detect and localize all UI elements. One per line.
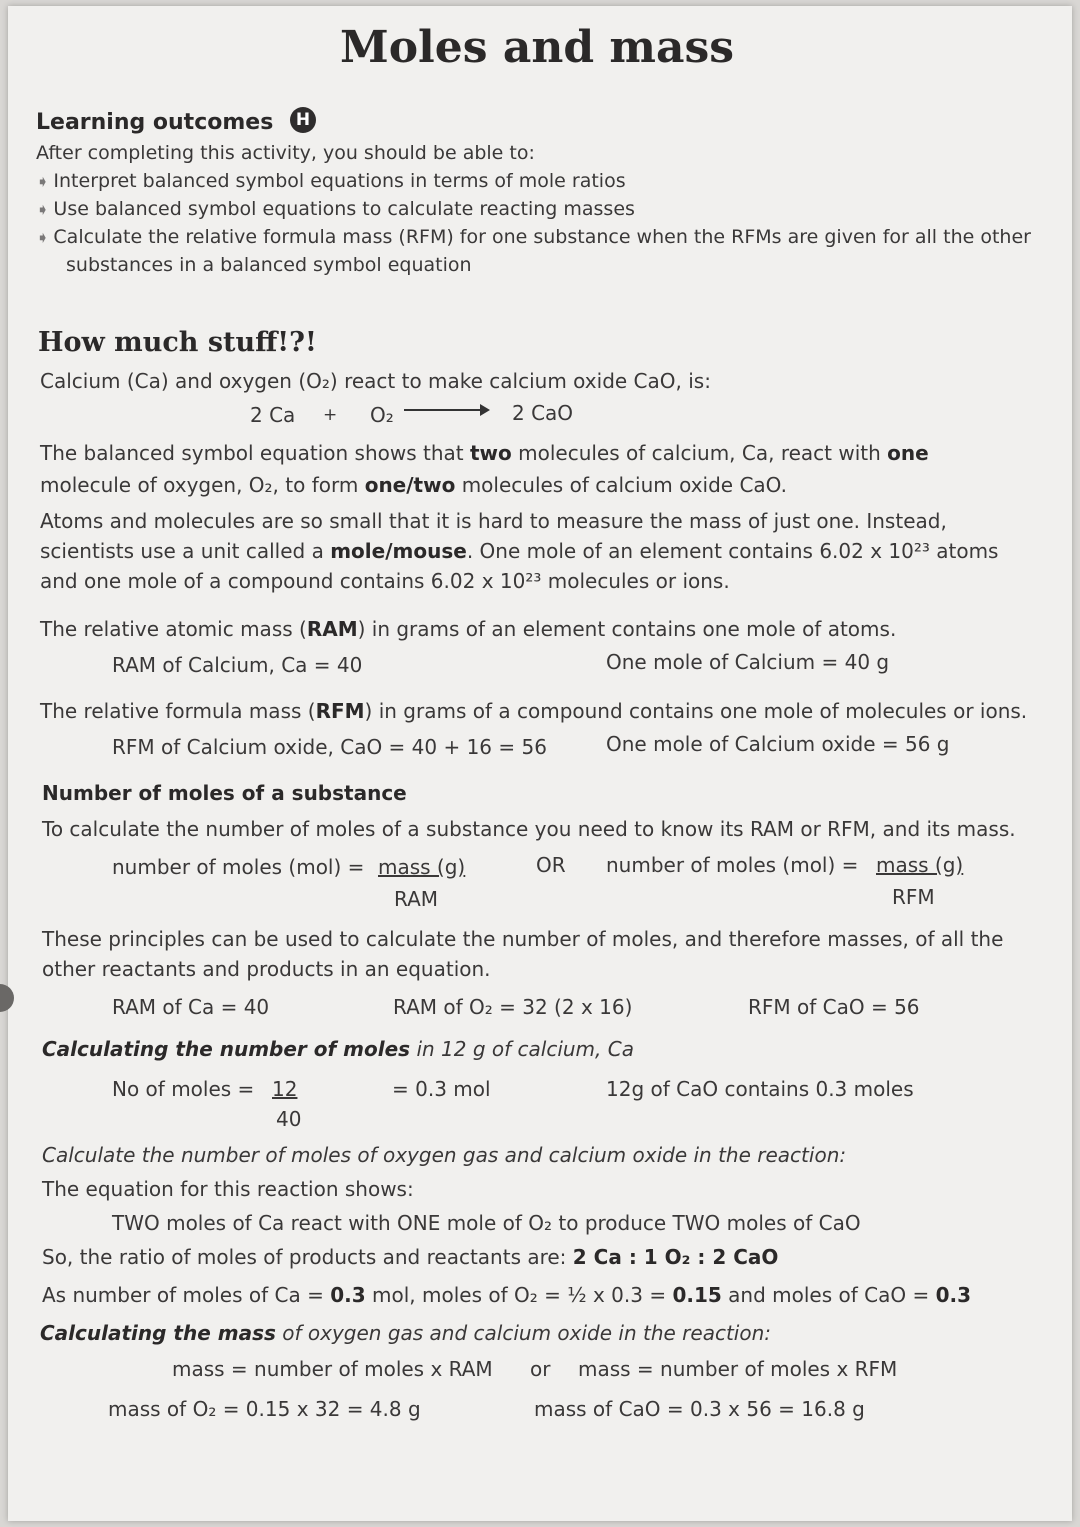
higher-tier-badge: H <box>290 107 316 133</box>
arrow-bullet-icon: ➧ <box>36 200 50 219</box>
mole-calcium: One mole of Calcium = 40 g <box>606 650 890 674</box>
outcome-item: ➧ Calculate the relative formula mass (RFM) for one substance when the RFMs are given for all the other <box>36 226 1031 248</box>
outcome-item-continued: substances in a balanced symbol equation <box>66 254 472 276</box>
rfm-cao-value: RFM of CaO = 56 <box>748 995 920 1019</box>
principles-line-1: These principles can be used to calculate the number of moles, and therefore masses, of all the <box>42 927 1004 951</box>
arrow-bullet-icon: ➧ <box>36 228 50 247</box>
cao-contains: 12g of CaO contains 0.3 moles <box>606 1077 914 1101</box>
mass-o2-result: mass of O₂ = 0.15 x 32 = 4.8 g <box>108 1397 421 1421</box>
worksheet-page <box>8 6 1072 1521</box>
reaction-intro: Calcium (Ca) and oxygen (O₂) react to make calcium oxide CaO, is: <box>40 369 711 393</box>
two-moles-statement: TWO moles of Ca react with ONE mole of O₂ to produce TWO moles of CaO <box>112 1211 861 1235</box>
equation-rhs: 2 CaO <box>512 401 574 425</box>
task-line: Calculate the number of moles of oxygen gas and calcium oxide in the reaction: <box>42 1143 847 1167</box>
ram-calcium: RAM of Calcium, Ca = 40 <box>112 653 363 677</box>
no-moles-denominator: 40 <box>276 1107 302 1131</box>
principles-line-2: other reactants and products in an equation. <box>42 957 491 981</box>
outcomes-intro: After completing this activity, you should be able to: <box>36 142 535 164</box>
section-heading-how-much-stuff: How much stuff!?! <box>38 327 317 358</box>
equation-o2: O₂ <box>370 403 394 427</box>
equation-plus: + <box>323 405 338 425</box>
formula-ram-lhs: number of moles (mol) = <box>112 855 365 879</box>
page-title: Moles and mass <box>340 22 735 73</box>
formula-rfm-numerator: mass (g) <box>876 853 964 877</box>
no-moles-result: = 0.3 mol <box>392 1077 491 1101</box>
arrow-bullet-icon: ➧ <box>36 172 50 191</box>
paragraph-balanced-1: The balanced symbol equation shows that two molecules of calcium, Ca, react with one <box>40 441 929 465</box>
paragraph-mole-2: scientists use a unit called a mole/mouse. One mole of an element contains 6.02 x 10²³ atoms <box>40 539 999 563</box>
formula-ram-numerator: mass (g) <box>378 855 466 879</box>
formula-rfm-lhs: number of moles (mol) = <box>606 853 859 877</box>
paragraph-balanced-2: molecule of oxygen, O₂, to form one/two molecules of calcium oxide CaO. <box>40 473 787 497</box>
learning-outcomes-heading: Learning outcomes <box>36 110 274 135</box>
outcome-item: ➧ Interpret balanced symbol equations in terms of mole ratios <box>36 170 626 192</box>
formula-or: OR <box>536 853 566 877</box>
no-moles-numerator: 12 <box>272 1077 298 1101</box>
equation-lhs: 2 Ca <box>250 403 296 427</box>
calc-mass-heading: Calculating the mass of oxygen gas and calcium oxide in the reaction: <box>40 1321 771 1345</box>
paragraph-mole-1: Atoms and molecules are so small that it is hard to measure the mass of just one. Instead, <box>40 509 947 533</box>
ram-o2-value: RAM of O₂ = 32 (2 x 16) <box>393 995 633 1019</box>
moles-intro: To calculate the number of moles of a substance you need to know its RAM or RFM, and its mass. <box>42 817 1016 841</box>
mass-formula-or: or <box>530 1357 551 1381</box>
mass-formula-ram: mass = number of moles x RAM <box>172 1357 493 1381</box>
reaction-arrow-icon <box>404 409 488 411</box>
formula-rfm-denominator: RFM <box>892 885 935 909</box>
moles-heading: Number of moles of a substance <box>42 781 407 805</box>
rfm-definition: The relative formula mass (RFM) in grams of a compound contains one mole of molecules or ions. <box>40 699 1028 723</box>
calc-moles-heading: Calculating the number of moles in 12 g of calcium, Ca <box>42 1037 634 1061</box>
paragraph-mole-3: and one mole of a compound contains 6.02 x 10²³ molecules or ions. <box>40 569 730 593</box>
mole-ratio: So, the ratio of moles of products and reactants are: 2 Ca : 1 O₂ : 2 CaO <box>42 1245 779 1269</box>
moles-results: As number of moles of Ca = 0.3 mol, moles of O₂ = ½ x 0.3 = 0.15 and moles of CaO = 0.3 <box>42 1283 972 1307</box>
no-moles-lhs: No of moles = <box>112 1077 255 1101</box>
mass-formula-rfm: mass = number of moles x RFM <box>578 1357 898 1381</box>
equation-shows: The equation for this reaction shows: <box>42 1177 414 1201</box>
mass-cao-result: mass of CaO = 0.3 x 56 = 16.8 g <box>534 1397 865 1421</box>
outcome-item: ➧ Use balanced symbol equations to calculate reacting masses <box>36 198 635 220</box>
ram-definition: The relative atomic mass (RAM) in grams of an element contains one mole of atoms. <box>40 617 897 641</box>
binder-hole <box>0 984 14 1012</box>
rfm-calcium-oxide: RFM of Calcium oxide, CaO = 40 + 16 = 56 <box>112 735 547 759</box>
ram-ca-value: RAM of Ca = 40 <box>112 995 270 1019</box>
mole-calcium-oxide: One mole of Calcium oxide = 56 g <box>606 732 950 756</box>
formula-ram-denominator: RAM <box>394 887 439 911</box>
